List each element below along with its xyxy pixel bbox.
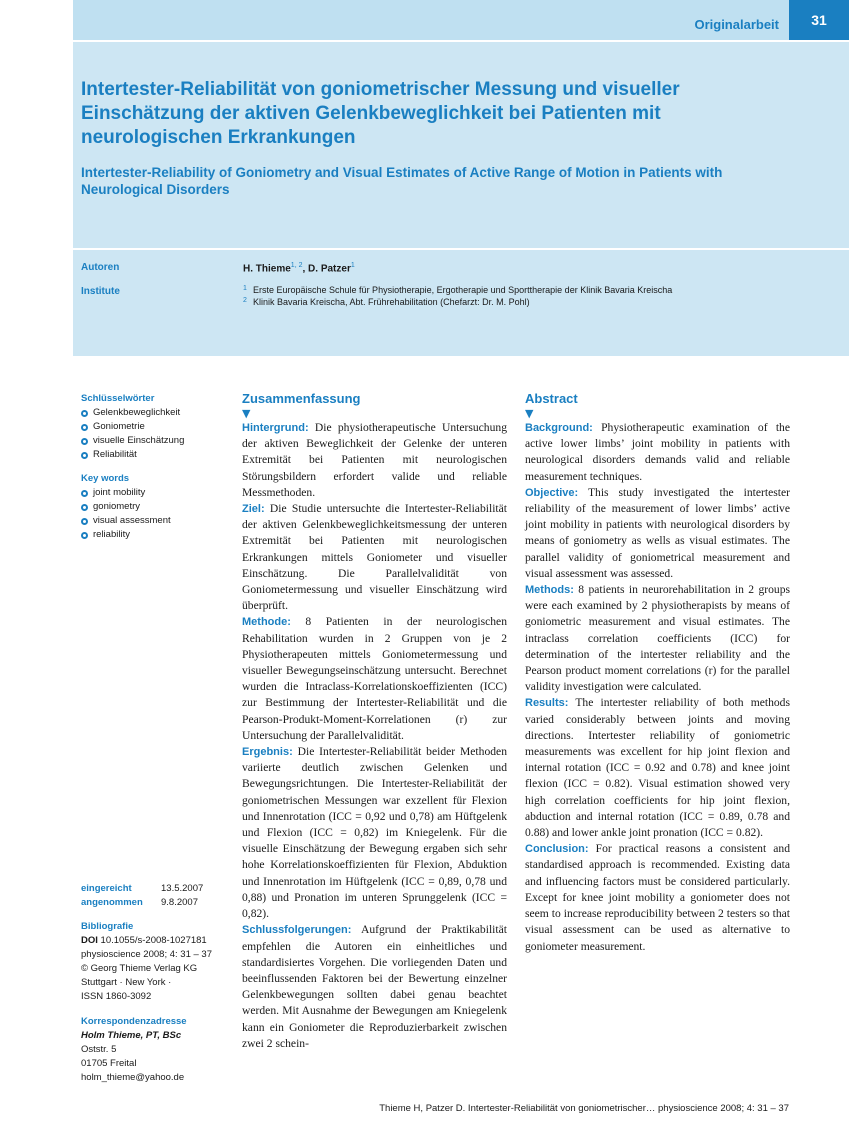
- paragraph: [525, 420, 790, 485]
- keyword-item: [81, 448, 231, 462]
- accepted-date: 9.8.2007: [161, 897, 198, 908]
- doi-label: DOI: [81, 935, 98, 946]
- paragraph: [242, 922, 507, 1052]
- copyright: © Georg Thieme Verlag KG: [81, 963, 198, 974]
- separator: ,: [302, 263, 309, 275]
- abstract-english: [525, 390, 790, 955]
- keyword-text: goniometry: [93, 501, 140, 512]
- paragraph: [242, 744, 507, 922]
- paragraph-text: Physiotherapeutic examination of the active lower limbs’ joint mobility in patients with neurological disorders demands valid and reliable measurement techniques.: [525, 421, 790, 483]
- institute-1: [243, 285, 672, 295]
- keyword-sidebar: [81, 392, 231, 542]
- correspondence-city: 01705 Freital: [81, 1058, 137, 1069]
- keyword-text: Gelenkbeweglichkeit: [93, 407, 181, 418]
- paragraph-text: The intertester reliability of both methods varied considerably between joints and moving directions. Intertester reliability of goniometric measurements was excellent for hip joint flexion and internal rotation (ICC = 0.92 and 0.78) and knee joint flexion (ICC = 0.82). Visual estimation showed very high correlation coefficients for hip joint flexion, abduction and internal rotation (ICC = 0.89, 0.78 and 0.88) and lower ankle joint pronation (ICC = 0.82).: [525, 696, 790, 840]
- paragraph-text: Aufgrund der Praktikabilität empfehlen die Autoren ein einheitliches und standardisiertes Vorgehen. Die vorliegenden Daten und beeinflussenden Faktoren bei der Bewertung einzelner Gelenkbewegungen sollten dabei genau beachtet werden. Mit Ausnahme der Bewegungen am Kniegelenk kann ein Goniometer die Reproduzierbarkeit zwischen zwei 2 schein-: [242, 923, 507, 1050]
- keyword-item: [81, 434, 231, 448]
- institute-text: Erste Europäische Schule für Physiotherapie, Ergotherapie und Sporttherapie der Klinik Bavaria Kreischa: [253, 285, 673, 295]
- keyword-text: Goniometrie: [93, 421, 145, 432]
- keyword-text: reliability: [93, 529, 130, 540]
- paragraph: [525, 841, 790, 954]
- divider: [73, 248, 849, 250]
- paragraph-heading: Ergebnis:: [242, 746, 293, 759]
- bullet-icon: [81, 438, 88, 445]
- author-name: H. Thieme: [243, 263, 291, 275]
- abstract-de-heading: Zusammenfassung: [242, 391, 361, 406]
- institute-number: 1: [243, 285, 247, 292]
- accepted-label: angenommen: [81, 897, 143, 908]
- correspondence-title: Korrespondenzadresse: [81, 1016, 187, 1027]
- institute-number: 2: [243, 297, 247, 304]
- paragraph: [525, 695, 790, 841]
- bullet-icon: [81, 532, 88, 539]
- paragraph-heading: Ziel:: [242, 503, 265, 516]
- keywords-en-title: Key words: [81, 473, 130, 484]
- keyword-text: Reliabilität: [93, 449, 137, 460]
- keyword-text: joint mobility: [93, 487, 146, 498]
- bibliography-title: Bibliografie: [81, 921, 134, 932]
- author-name: D. Patzer: [308, 263, 351, 275]
- keyword-item: [81, 514, 231, 528]
- triangle-down-icon: ▼: [242, 407, 251, 420]
- paragraph-text: Die physiotherapeutische Untersuchung der aktiven Beweglichkeit der Gelenke der unteren Extremität bei Patienten mit neurologischen Störungsbildern erfordert valide und reliable Messmethoden.: [242, 421, 507, 499]
- paragraph: [242, 614, 507, 744]
- section-label: Originalarbeit: [694, 17, 779, 32]
- bullet-icon: [81, 452, 88, 459]
- paragraph-text: This study investigated the intertester reliability of the measurement of lower limbs’ active joint mobility in patients with neurological disorders by means of goniometry as wells as visual estimates. The parallel validity of goniometrical measurement and visual assessment was assessed.: [525, 485, 790, 580]
- keyword-item: [81, 406, 231, 420]
- paragraph-heading: Methode:: [242, 616, 291, 629]
- keyword-text: visual assessment: [93, 515, 171, 526]
- paragraph-heading: Methods:: [525, 584, 574, 597]
- page-number: 31: [789, 0, 849, 40]
- institutes-label: Institute: [81, 286, 120, 297]
- affiliation-marker: 1: [350, 262, 355, 269]
- paragraph-heading: Hintergrund:: [242, 422, 309, 434]
- paragraph: [242, 420, 507, 501]
- issn: ISSN 1860-3092: [81, 991, 152, 1002]
- correspondence-name: Holm Thieme, PT, BSc: [81, 1030, 182, 1041]
- correspondence-address: [81, 1015, 231, 1085]
- paragraph: [242, 501, 507, 614]
- bullet-icon: [81, 410, 88, 417]
- institute-2: [243, 297, 530, 307]
- paragraph-text: Die Intertester-Reliabilität beider Methoden variierte deutlich zwischen Gelenken und Bewegungsrichtungen. Die Intertester-Reliabilität der goniometrischen Messungen war exzellent für Flexion und Innenrotation (ICC = 0,92 und 0,78) am Hüftgelenk und Flexion (ICC = 0,82) im Kniegelenk. Für die visuelle Einschätzung der Bewegung ergaben sich sehr hohe Korrelationskoeffizienten für Flexion, Abduktion und Innenrotation im Hüftgelenk (ICC = 0,89, 0,78 und 0,88) und Pronation im unteren Sprunggelenk (ICC = 0,82).: [242, 745, 507, 921]
- paragraph-text: 8 patients in neurorehabilitation in 2 groups were each examined by 2 physiotherapists by means of goniometric measurement and visual estimates. The intraclass correlation coefficients (ICC) for determination of the intertester reliability and the Pearson product moment correlations (r) for the parallel validity investigation were calculated.: [525, 583, 790, 694]
- page-footer-citation: Thieme H, Patzer D. Intertester-Reliabilität von goniometrischer… physioscience 2008; 4: 31 – 37: [379, 1103, 789, 1114]
- paragraph-text: For practical reasons a consistent and standardised approach is recommended. Existing data and influencing factors must be considered particularly. Except for knee joint mobility a goniometer does not seem to increase reproducibility between 2 testers so that visual assessment can be used as alternative to goniometer measurement.: [525, 842, 791, 953]
- paragraph-heading: Results:: [525, 697, 569, 710]
- doi-value[interactable]: 10.1055/s-2008-1027181: [100, 935, 207, 946]
- bullet-icon: [81, 504, 88, 511]
- publisher-city: Stuttgart · New York ·: [81, 977, 172, 988]
- divider: [73, 40, 849, 42]
- bullet-icon: [81, 518, 88, 525]
- correspondence-email[interactable]: holm_thieme@yahoo.de: [81, 1072, 185, 1083]
- journal-citation: physioscience 2008; 4: 31 – 37: [81, 949, 212, 960]
- keyword-item: [81, 528, 231, 542]
- bullet-icon: [81, 490, 88, 497]
- keyword-text: visuelle Einschätzung: [93, 435, 185, 446]
- triangle-down-icon: ▼: [525, 407, 534, 420]
- bibliography: [81, 920, 231, 1004]
- authors-label: Autoren: [81, 262, 120, 273]
- submission-dates: [81, 882, 203, 910]
- paragraph: [525, 485, 790, 582]
- received-date: 13.5.2007: [161, 883, 204, 894]
- received-label: eingereicht: [81, 883, 132, 894]
- abstract-german: [242, 390, 507, 1052]
- keyword-item: [81, 500, 231, 514]
- abstract-en-heading: Abstract: [525, 391, 578, 406]
- paragraph-heading: Background:: [525, 422, 593, 434]
- title-german: Intertester-Reliabilität von goniometrischer Messung und visueller Einschätzung der aktiven Gelenkbeweglichkeit bei Patienten mit neurologischen Erkrankungen: [81, 79, 680, 148]
- paragraph-text: 8 Patienten in der neurologischen Rehabilitation wurden in 2 Gruppen von je 2 Physiotherapeuten mittels Goniometermessung und visueller Bewegungseinschätzung untersucht. Berechnet wurden die Intraclass-Korrelationskoeffizienten (ICC) zur Bestimmung der Intertester-Reliabilität und die Pearson-Produkt-Moment-Korrelationen (r) zur Untersuchung der Parallelvalidität.: [242, 615, 508, 742]
- institute-text: Klinik Bavaria Kreischa, Abt. Frührehabilitation (Chefarzt: Dr. M. Pohl): [253, 297, 530, 307]
- top-strip: [73, 0, 789, 40]
- keyword-item: [81, 420, 231, 434]
- paragraph-heading: Conclusion:: [525, 843, 589, 856]
- paragraph-heading: Schlussfolgerungen:: [242, 924, 352, 937]
- affiliation-marker: 1, 2: [290, 262, 303, 269]
- authors: [243, 262, 355, 274]
- keywords-de-title: Schlüsselwörter: [81, 393, 155, 404]
- title-english: Intertester-Reliability of Goniometry and Visual Estimates of Active Range of Motion in Patients with Neurological Disorders: [81, 165, 723, 197]
- correspondence-street: Oststr. 5: [81, 1044, 117, 1055]
- bullet-icon: [81, 424, 88, 431]
- paragraph: [525, 582, 790, 695]
- paragraph-heading: Objective:: [525, 486, 579, 499]
- paragraph-text: Die Studie untersuchte die Intertester-Reliabilität der aktiven Gelenkbeweglichkeitsmessung der unteren Extremität bei Patienten mit neurologischen Erkrankungen mittels Goniometer und visueller Einschätzung. Die Parallelvalidität von Goniometermessung und visueller Einschätzung wird überprüft.: [242, 502, 508, 613]
- keyword-item: [81, 486, 231, 500]
